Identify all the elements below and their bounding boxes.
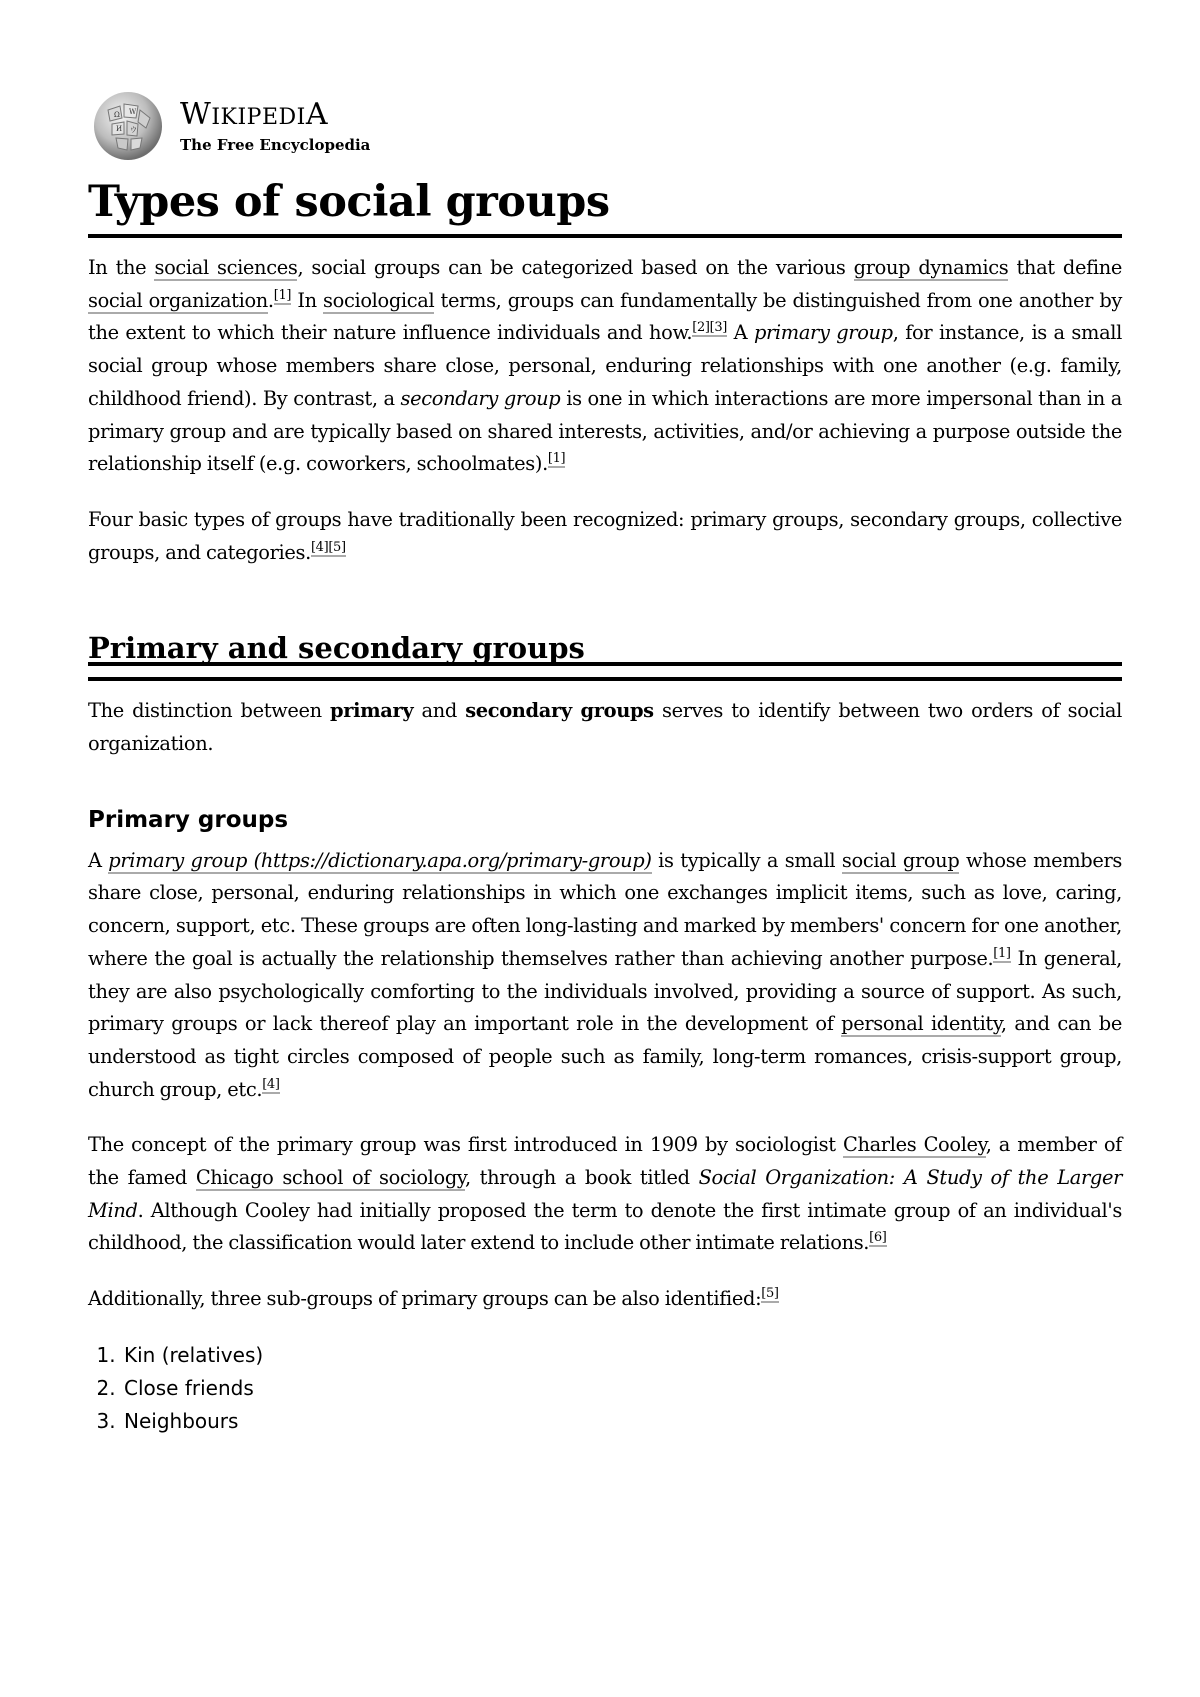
link-chicago-school[interactable]: Chicago school of sociology (195, 1166, 465, 1190)
wikipedia-wordmark (180, 96, 371, 154)
svg-text:Ω: Ω (114, 111, 120, 119)
section-paragraph: The distinction between primary and secondary groups serves to identify between two orders of social organization. (88, 699, 1122, 756)
page-title: Types of social groups (88, 174, 1122, 238)
subsection-heading-primary-groups: Primary groups (88, 806, 289, 833)
link-primary-group[interactable]: primary group (https://dictionary.apa.org/primary-group) (108, 848, 652, 872)
logo-subtitle: The Free Encyclopedia (180, 135, 371, 154)
list-item: 2. Close friends (122, 1372, 1122, 1405)
citation-ref[interactable]: [1] (273, 287, 292, 303)
citation-ref[interactable]: [5] (328, 539, 346, 555)
logo-title: WIKIPEDIA (180, 96, 329, 132)
subgroups-list (88, 1339, 1122, 1438)
section-heading-primary-secondary: Primary and secondary groups (88, 629, 1122, 681)
link-sociological[interactable]: sociological (323, 288, 435, 312)
subsection-paragraph-1: A primary group (https://dictionary.apa.org/primary-group) is typically a small social group whose members share close, personal, enduring relationships in which one exchanges implicit items, such as love, caring, concern, support, etc. These groups are often long-lasting and marked by members' concern for one another, where the goal is actually the relationship themselves rather than achieving another purpose.[1] In general, they are also psychologically comforting to the individuals involved, providing a source of support. As such, primary groups or lack thereof play an important role in the development of personal identity, and can be understood as tight circles composed of people such as family, long-term romances, crisis-support group, church group, etc.[4] (88, 848, 1122, 1101)
subsection-paragraph-3: Additionally, three sub-groups of primary groups can be also identified:[5] (88, 1286, 779, 1311)
citation-ref[interactable]: [2] (692, 320, 710, 336)
citation-ref[interactable]: [5] (761, 1286, 779, 1302)
list-item: 1. Kin (relatives) (122, 1339, 1122, 1372)
link-social-organization[interactable]: social organization (88, 288, 268, 312)
svg-text:И: И (116, 125, 123, 133)
citation-ref[interactable]: [1] (547, 451, 566, 467)
citation-ref[interactable]: [3] (709, 320, 727, 336)
link-social-group[interactable]: social group (841, 848, 960, 872)
wikipedia-logo[interactable] (88, 86, 1122, 166)
list-item: 3. Neighbours (122, 1405, 1122, 1438)
subsection-paragraph-2: The concept of the primary group was first introduced in 1909 by sociologist Charles Cooley, a member of the famed Chicago school of sociology, through a book titled Social Organization: A Study of the Larger Mind. Although Cooley had initially proposed the term to denote the first intimate group of an individual's childhood, the classification would later extend to include other intimate relations.[6] (88, 1133, 1122, 1255)
citation-ref[interactable]: [6] (869, 1230, 887, 1246)
wikipedia-globe-icon (90, 88, 166, 164)
svg-text:W: W (129, 108, 137, 116)
citation-ref[interactable]: [1] (993, 945, 1011, 961)
citation-ref[interactable]: [4] (262, 1076, 280, 1092)
article-page (88, 86, 1122, 1438)
link-social-sciences[interactable]: social sciences (154, 256, 298, 279)
citation-ref[interactable]: [4] (310, 539, 329, 555)
intro-paragraph-2: Four basic types of groups have traditionally been recognized: primary groups, secondary groups, collective groups, and categories.[4][5] (88, 507, 1122, 564)
intro-paragraph-1: In the social sciences, social groups can be categorized based on the various group dynamics that define social organization.[1] In sociological terms, groups can fundamentally be distinguished from one another by the extent to which their nature influence individuals and how.[2][3] A primary group, for instance, is a small social group whose members share close, personal, enduring relationships with one another (e.g. family, childhood friend). By contrast, a secondary group is one in which interactions are more impersonal than in a primary group and are typically based on shared interests, activities, and/or achieving a purpose outside the relationship itself (e.g. coworkers, schoolmates).[1] (88, 256, 1123, 476)
link-personal-identity[interactable]: personal identity (841, 1012, 1001, 1036)
svg-text:ウ: ウ (130, 126, 137, 134)
link-charles-cooley[interactable]: Charles Cooley (842, 1133, 986, 1157)
link-group-dynamics[interactable]: group dynamics (853, 256, 1009, 279)
